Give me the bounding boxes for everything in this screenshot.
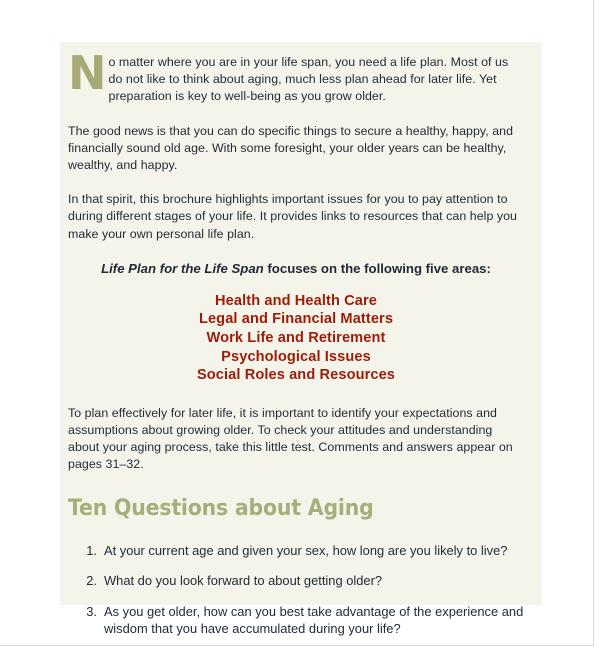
question-text: As you get older, how can you best take advantage of the experience and wisdom that you have accumulated during your life? [104, 603, 524, 637]
intro-paragraph-3: In that spirit, this brochure highlights important issues for you to pay attention to during different stages of your life. It provides links to resources that can help you make your own personal life plan. [68, 192, 518, 241]
focus-area-item: Psychological Issues [221, 348, 371, 365]
intro-paragraph-1-text: o matter where you are in your life span, you need a life plan. Most of us do not like to think about aging, much less plan ahead for later life. Yet preparation is key to well-being as you grow older. [108, 55, 509, 104]
question-number: 1. [86, 542, 97, 558]
question-item [68, 603, 524, 638]
focus-area-item: Work Life and Retirement [206, 330, 386, 347]
questions-list [68, 542, 524, 638]
intro-paragraph-1 [68, 46, 524, 106]
question-number: 2. [86, 573, 97, 589]
focus-area-item: Social Roles and Resources [196, 367, 396, 384]
focus-areas-list [68, 292, 524, 385]
section-heading-ten-questions: Ten Questions about Aging [68, 495, 374, 521]
question-number: 3. [86, 603, 97, 619]
question-text: At your current age and given your sex, how long are you likely to live? [104, 542, 508, 558]
closing-paragraph: To plan effectively for later life, it is important to identify your expectations and assumptions about growing older. To check your attitudes and understanding about your aging process, take this little test. Comments and answers appear on pages 31–32. [68, 405, 513, 472]
focus-area-item: Health and Health Care [215, 292, 377, 309]
focus-area-item: Legal and Financial Matters [198, 311, 394, 328]
document-content [60, 42, 542, 638]
question-text: What do you look forward to about getting older? [104, 573, 383, 589]
intro-paragraph-2: The good news is that you can do specific things to secure a healthy, happy, and financially sound old age. With some foresight, your older years can be healthy, wealthy, and happy. [68, 123, 514, 173]
drop-cap-letter: N [68, 46, 106, 100]
lead-in-line-rest: focuses on the following five areas: [263, 260, 491, 276]
question-item [68, 542, 524, 560]
brochure-title: Life Plan for the Life Span [101, 260, 264, 276]
lead-in-line [68, 260, 524, 278]
question-item [68, 572, 524, 590]
document-page [60, 42, 542, 637]
